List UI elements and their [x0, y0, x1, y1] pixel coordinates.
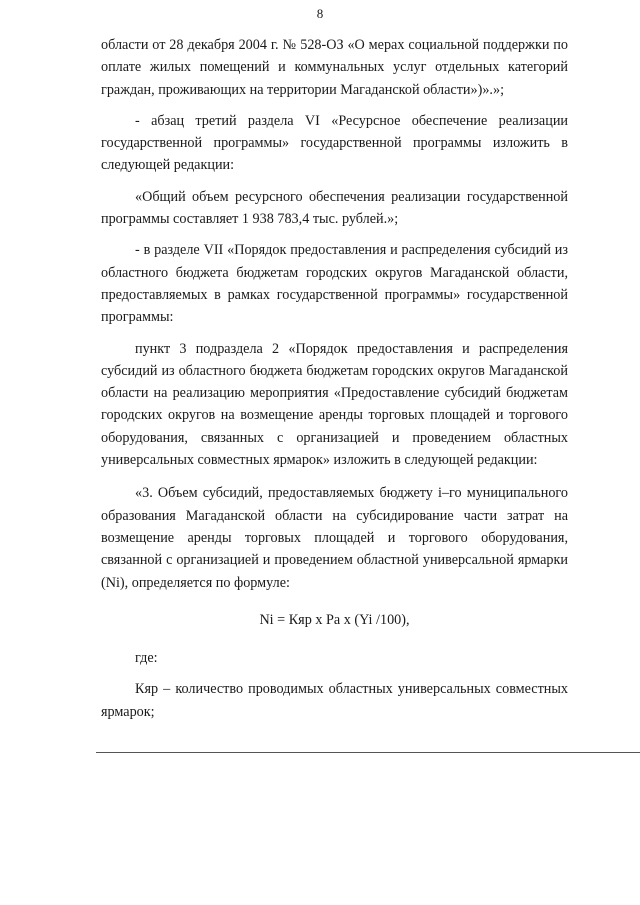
subsidy-formula: Ni = Кяр x Ра x (Yi /100), — [259, 611, 410, 628]
document-body — [101, 34, 568, 723]
page-bottom-rule — [96, 752, 640, 753]
paragraph-section-vii-amendment: - в разделе VII «Порядок предоставления и распределения субсидий из областного бюджета бюджетам городских округов Магаданской области, предоставляемых в рамках государственной программы» государственной программы: — [101, 242, 568, 326]
formula-variable-kyar: Кяр – количество проводимых областных универсальных совместных ярмарок; — [101, 681, 568, 720]
paragraph-subsidy-volume: «3. Объем субсидий, предоставляемых бюджету i–го муниципального образования Магаданской области на субсидирование части затрат на возмещение аренды торговых площадей и торгового оборудования, связанной с организацией и проведением областной универсальной ярмарки (Ni), определяется по формуле: — [101, 485, 568, 591]
paragraph-point-3-amendment: пункт 3 подраздела 2 «Порядок предоставления и распределения субсидий из областного бюджета бюджетам городских округов Магаданской области на реализацию мероприятия «Предоставление субсидий бюджетам городских округов на возмещение аренды торговых площадей и торгового оборудования, связанных с организацией и проведением областных универсальных совместных ярмарок» изложить в следующей редакции: — [101, 340, 568, 469]
paragraph-total-resources: «Общий объем ресурсного обеспечения реализации государственной программы составляет 1 938 783,4 тыс. рублей.»; — [101, 188, 568, 228]
formula-where-label: где: — [135, 650, 158, 667]
page-number: 8 — [316, 6, 324, 21]
paragraph-law-reference: области от 28 декабря 2004 г. № 528-ОЗ «О мерах социальной поддержки по оплате жилых помещений и коммунальных услуг отдельных категорий граждан, проживающих на территории Магаданской области»)».»; — [101, 37, 568, 98]
paragraph-section-vi-amendment: - абзац третий раздела VI «Ресурсное обеспечение реализации государственной программы» государственной программы изложить в следующей редакции: — [101, 112, 568, 174]
